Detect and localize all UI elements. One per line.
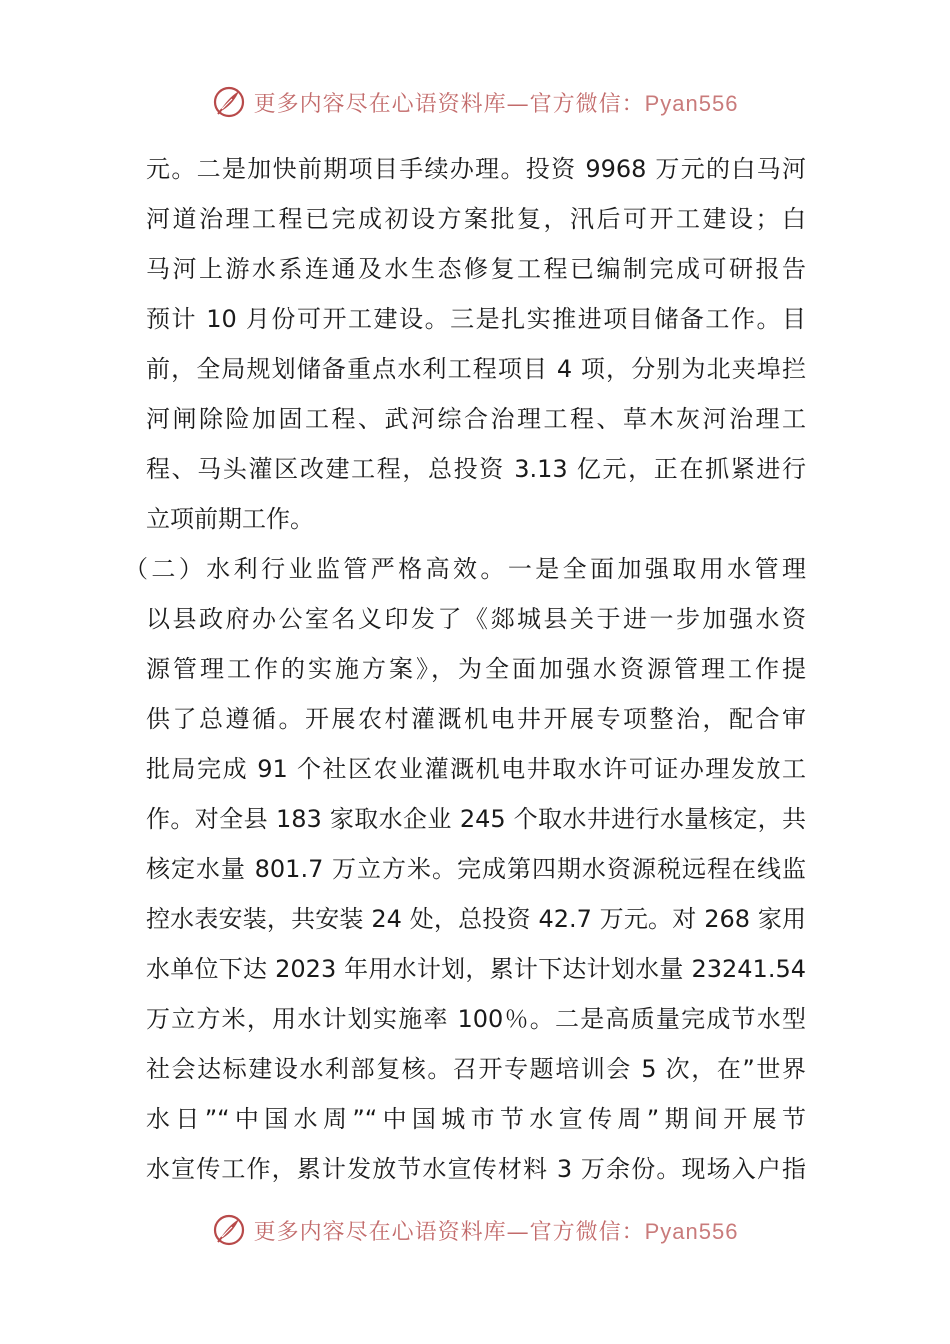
text-line: 控水表安装，共安装 24 处，总投资 42.7 万元。对 268 家用 <box>146 905 806 933</box>
watermark-text <box>254 87 739 118</box>
paragraph-project-progress <box>146 144 806 544</box>
text-line: 源管理工作的实施方案》，为全面加强水资源管理工作提 <box>146 655 806 683</box>
text-line: 程、马头灌区改建工程，总投资 3.13 亿元，正在抓紧进行 <box>146 455 806 483</box>
paragraph-water-supervision <box>124 544 806 1194</box>
text-line: 供了总遵循。开展农村灌溉机电井开展专项整治，配合审 <box>146 705 806 733</box>
text-line: 水单位下达 2023 年用水计划，累计下达计划水量 23241.54 <box>146 955 806 983</box>
header-watermark <box>0 80 950 124</box>
text-line: 万立方米，用水计划实施率 100％。二是高质量完成节水型 <box>146 1005 806 1033</box>
watermark-label: 更多内容尽在心语资料库—官方微信： <box>253 1219 645 1245</box>
text-line: 水宣传工作，累计发放节水宣传材料 3 万余份。现场入户指 <box>146 1155 806 1183</box>
text-line: 河道治理工程已完成初设方案批复，汛后可开工建设；白 <box>146 205 806 233</box>
text-line: 作。对全县 183 家取水企业 245 个取水井进行水量核定，共 <box>146 805 806 833</box>
text-line: 核定水量 801.7 万立方米。完成第四期水资源税远程在线监 <box>146 855 806 883</box>
text-line: 立项前期工作。 <box>146 505 314 533</box>
watermark-label: 更多内容尽在心语资料库—官方微信： <box>253 91 645 117</box>
quill-logo-icon <box>212 1213 246 1247</box>
quill-logo-icon <box>212 85 246 119</box>
text-line: 以县政府办公室名义印发了《郯城县关于进一步加强水资 <box>146 605 806 633</box>
footer-watermark <box>0 1208 950 1252</box>
document-body <box>124 144 806 1194</box>
text-line: 元。二是加快前期项目手续办理。投资 9968 万元的白马河 <box>146 155 806 183</box>
text-line: 预计 10 月份可开工建设。三是扎实推进项目储备工作。目 <box>146 305 806 333</box>
text-line: 水日”“中国水周”“中国城市节水宣传周”期间开展节 <box>146 1105 806 1133</box>
text-line: 前，全局规划储备重点水利工程项目 4 项，分别为北夹埠拦 <box>146 355 806 383</box>
text-line: 河闸除险加固工程、武河综合治理工程、草木灰河治理工 <box>146 405 806 433</box>
text-line: 马河上游水系连通及水生态修复工程已编制完成可研报告 <box>146 255 806 283</box>
watermark-wechat-id: Pyan556 <box>644 90 739 116</box>
text-line: 批局完成 91 个社区农业灌溉机电井取水许可证办理发放工 <box>146 755 806 783</box>
section-heading-line: （二）水利行业监管严格高效。一是全面加强取用水管理 <box>124 555 806 583</box>
watermark-wechat-id: Pyan556 <box>644 1218 739 1244</box>
text-line: 社会达标建设水利部复核。召开专题培训会 5 次，在”世界 <box>146 1055 806 1083</box>
watermark-text <box>254 1215 739 1246</box>
